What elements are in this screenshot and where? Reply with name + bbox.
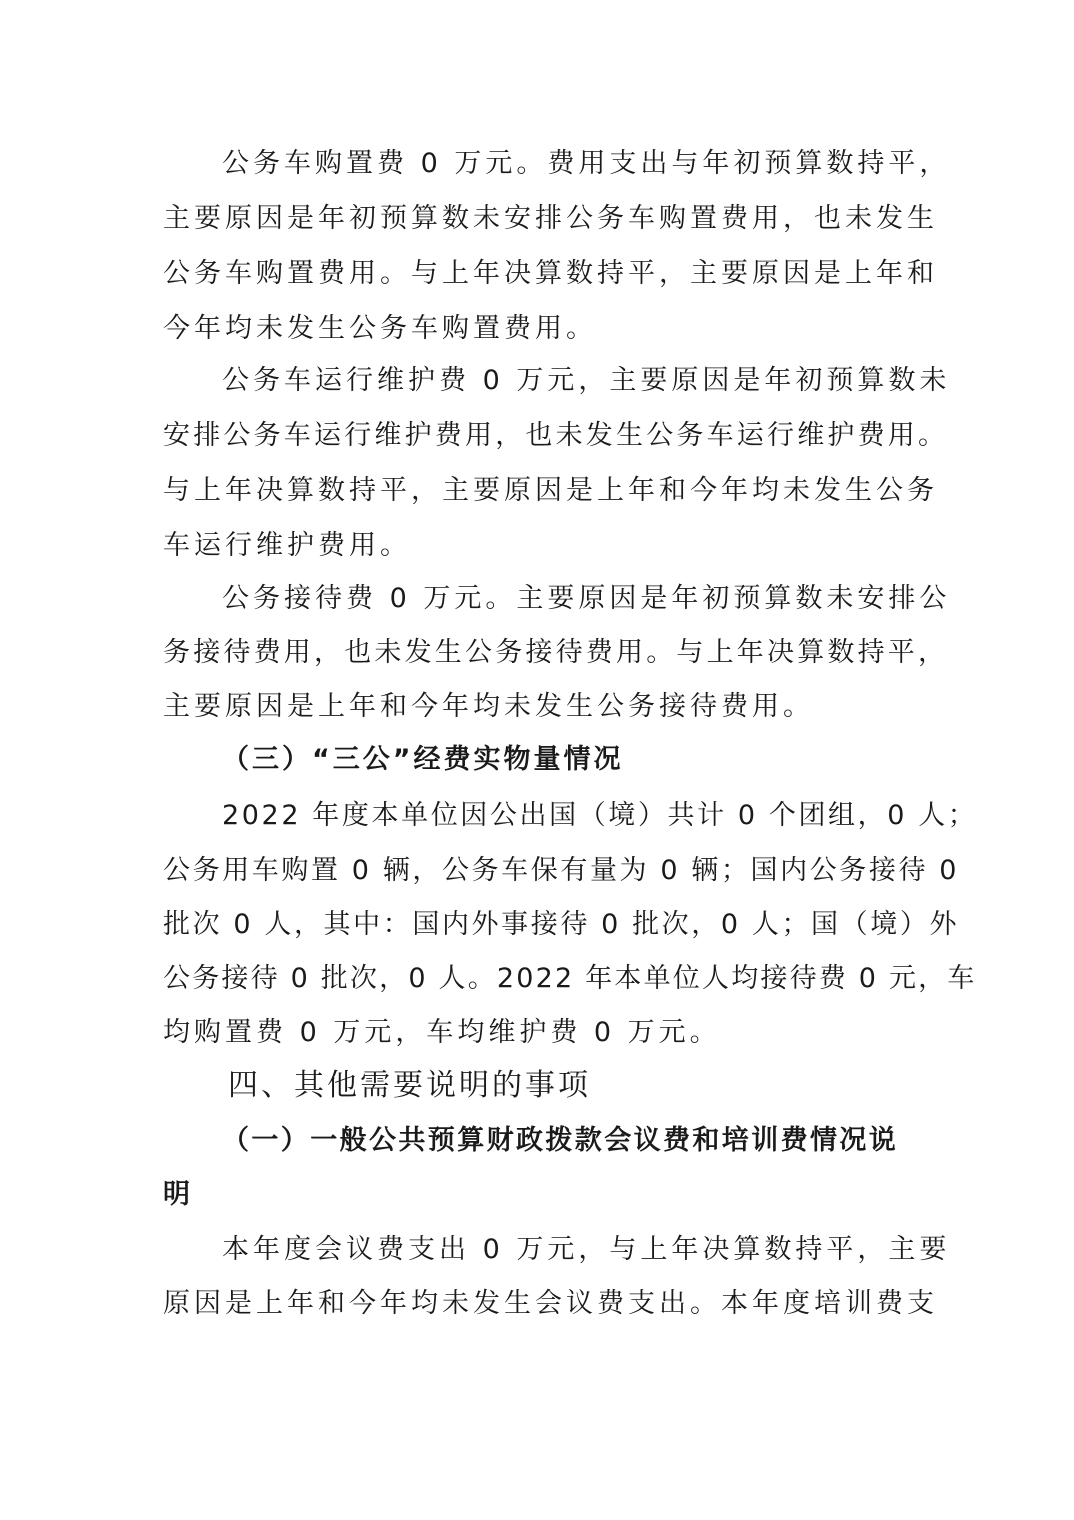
paragraph-line: 主要原因是年初预算数未安排公务车购置费用，也未发生	[163, 203, 938, 234]
paragraph-line: 公务用车购置 0 辆，公务车保有量为 0 辆；国内公务接待 0	[163, 855, 960, 886]
paragraph-line: 今年均未发生公务车购置费用。	[163, 313, 597, 344]
paragraph-line: 主要原因是上年和今年均未发生公务接待费用。	[163, 691, 814, 722]
paragraph-line: 公务车购置费用。与上年决算数持平，主要原因是上年和	[163, 258, 938, 289]
paragraph-line: 公务接待费 0 万元。主要原因是年初预算数未安排公	[222, 583, 951, 614]
paragraph-line: 与上年决算数持平，主要原因是上年和今年均未发生公务	[163, 475, 938, 506]
paragraph-line: 公务车购置费 0 万元。费用支出与年初预算数持平，	[222, 148, 951, 179]
paragraph-line: 2022 年度本单位因公出国（境）共计 0 个团组，0 人；	[222, 800, 978, 831]
paragraph-line: 车运行维护费用。	[163, 530, 411, 561]
section-heading: （一）一般公共预算财政拨款会议费和培训费情况说	[222, 1125, 899, 1156]
section-heading-continued: 明	[163, 1179, 193, 1210]
paragraph-line: 务接待费用，也未发生公务接待费用。与上年决算数持平，	[163, 637, 949, 668]
paragraph-line: 原因是上年和今年均未发生会议费支出。本年度培训费支	[163, 1288, 938, 1319]
paragraph-line: 公务接待 0 批次，0 人。2022 年本单位人均接待费 0 元，车	[163, 963, 977, 994]
paragraph-line: 安排公务车运行维护费用，也未发生公务车运行维护费用。	[163, 420, 949, 451]
paragraph-line: 均购置费 0 万元，车均维护费 0 万元。	[163, 1017, 721, 1048]
section-heading: （三）“三公”经费实物量情况	[222, 744, 624, 775]
chapter-heading: 四、其他需要说明的事项	[228, 1068, 591, 1103]
paragraph-line: 批次 0 人，其中：国内外事接待 0 批次，0 人；国（境）外	[163, 909, 960, 940]
paragraph-line: 公务车运行维护费 0 万元，主要原因是年初预算数未	[222, 365, 951, 396]
paragraph-line: 本年度会议费支出 0 万元，与上年决算数持平，主要	[222, 1234, 951, 1265]
